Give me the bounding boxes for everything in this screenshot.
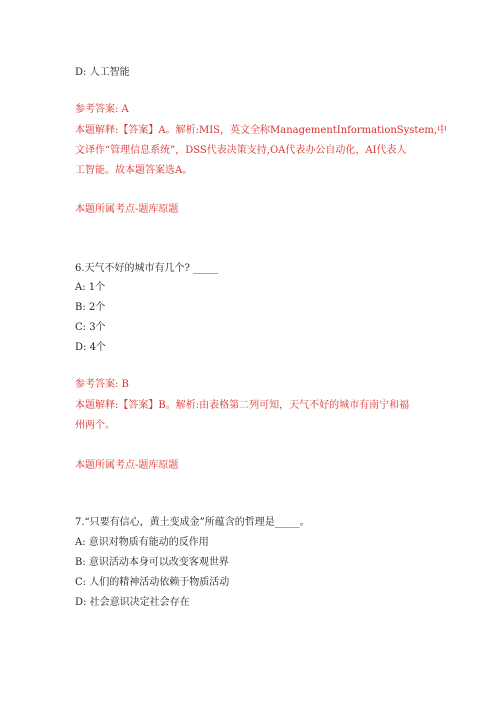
q7-option-d: D: 社会意识决定社会存在 xyxy=(75,597,190,608)
q6-source: 本题所属考点-题库原题 xyxy=(75,460,179,471)
q5-explanation-line1: 本题解释:【答案】A。解析:MIS，英文全称ManagementInformationSystem,中 xyxy=(75,125,448,136)
q6-explanation-line1: 本题解释:【答案】B。解析:由表格第二列可知，天气不好的城市有南宁和福 xyxy=(75,400,410,411)
q7-option-b: B: 意识活动本身可以改变客观世界 xyxy=(75,557,229,568)
q6-question: 6.天气不好的城市有几个? _____ xyxy=(75,263,219,274)
q5-explanation-line3: 工智能。故本题答案选A。 xyxy=(75,165,193,176)
q6-option-b: B: 2个 xyxy=(75,302,106,313)
q5-answer: 参考答案: A xyxy=(75,104,129,115)
q5-explanation-line2: 文译作“管理信息系统”，DSS代表决策支持,OA代表办公自动化，AI代表人 xyxy=(75,145,407,156)
q6-option-d: D: 4个 xyxy=(75,342,106,353)
q6-explanation-line2: 州两个。 xyxy=(75,420,115,431)
q7-option-a: A: 意识对物质有能动的反作用 xyxy=(75,537,209,548)
q7-option-c: C: 人们的精神活动依赖于物质活动 xyxy=(75,577,230,588)
q6-option-c: C: 3个 xyxy=(75,322,106,333)
q5-option-d: D: 人工智能 xyxy=(75,67,130,78)
q5-source: 本题所属考点-题库原题 xyxy=(75,204,179,215)
q6-option-a: A: 1个 xyxy=(75,282,106,293)
q6-answer: 参考答案: B xyxy=(75,379,129,390)
q7-question: 7.“只要有信心，黄土变成金”所蕴含的哲理是_____。 xyxy=(75,517,310,528)
